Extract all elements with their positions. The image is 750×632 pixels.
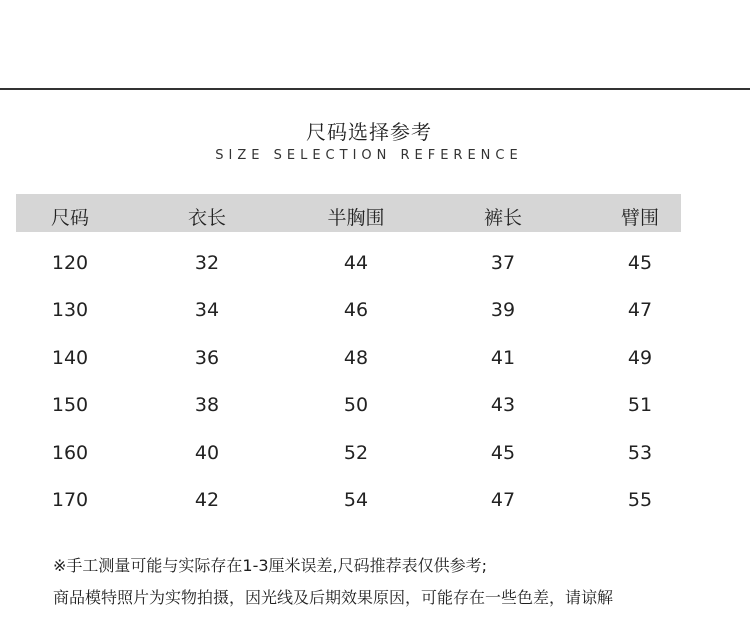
header-arm: 臂围 [620, 207, 659, 229]
top-divider [0, 88, 750, 90]
table-cell: 43 [490, 394, 516, 416]
table-cell: 45 [490, 442, 516, 464]
table-cell: 51 [627, 394, 653, 416]
table-cell: 47 [627, 299, 653, 321]
table-cell: 42 [194, 489, 220, 511]
table-row [16, 391, 681, 421]
table-cell: 36 [194, 347, 220, 369]
table-cell: 32 [194, 252, 220, 274]
table-cell: 48 [343, 347, 369, 369]
table-cell: 160 [51, 442, 89, 464]
table-cell: 130 [51, 299, 89, 321]
table-row [16, 296, 681, 326]
table-cell: 47 [490, 489, 516, 511]
table-cell: 39 [490, 299, 516, 321]
header-length: 衣长 [187, 207, 226, 229]
table-cell: 55 [627, 489, 653, 511]
table-cell: 41 [490, 347, 516, 369]
table-cell: 170 [51, 489, 89, 511]
table-row [16, 439, 681, 469]
table-cell: 40 [194, 442, 220, 464]
header-size: 尺码 [50, 207, 89, 229]
table-cell: 150 [51, 394, 89, 416]
table-cell: 49 [627, 347, 653, 369]
table-cell: 37 [490, 252, 516, 274]
table-cell: 38 [194, 394, 220, 416]
table-row [16, 249, 681, 279]
size-table-header [16, 194, 681, 232]
table-cell: 50 [343, 394, 369, 416]
table-cell: 52 [343, 442, 369, 464]
table-cell: 140 [51, 347, 89, 369]
color-disclaimer-note: 商品模特照片为实物拍摄，因光线及后期效果原因，可能存在一些色差，请谅解 [53, 588, 614, 607]
size-chart-subtitle: SIZE SELECTION REFERENCE [215, 148, 523, 163]
table-row [16, 486, 681, 516]
table-cell: 46 [343, 299, 369, 321]
size-chart-title: 尺码选择参考 [306, 120, 432, 144]
measurement-note: ※手工测量可能与实际存在1-3厘米误差,尺码推荐表仅供参考; [53, 556, 488, 575]
table-cell: 53 [627, 442, 653, 464]
table-cell: 120 [51, 252, 89, 274]
table-cell: 54 [343, 489, 369, 511]
table-cell: 45 [627, 252, 653, 274]
table-cell: 34 [194, 299, 220, 321]
header-half-chest: 半胸围 [327, 207, 385, 229]
table-row [16, 344, 681, 374]
table-cell: 44 [343, 252, 369, 274]
header-pants-length: 裤长 [483, 207, 522, 229]
